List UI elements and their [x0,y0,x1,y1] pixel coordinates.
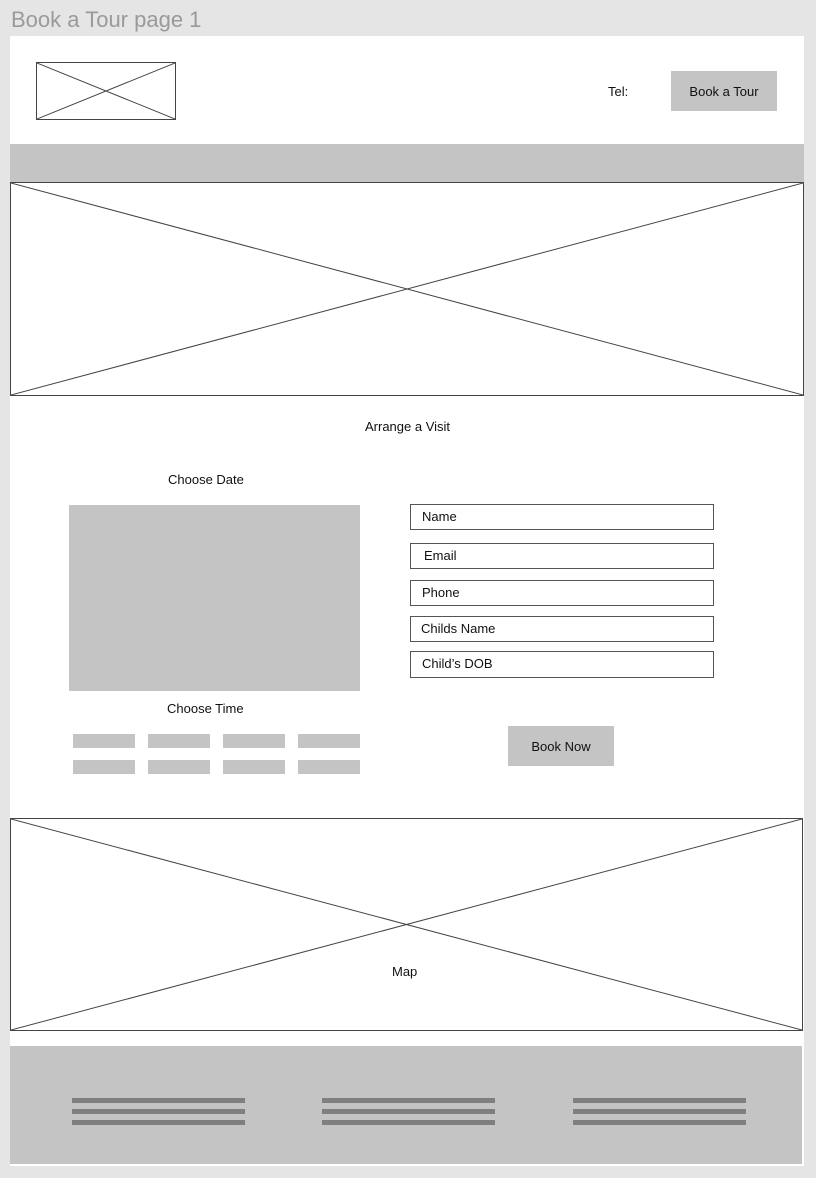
time-slot[interactable] [298,760,360,774]
page-canvas [10,36,804,1166]
arrange-visit-title: Arrange a Visit [365,419,451,434]
email-field[interactable]: Email [410,543,714,569]
time-slot[interactable] [73,760,135,774]
time-slot[interactable] [148,734,210,748]
frame-title: Book a Tour page 1 [11,7,202,32]
footer-text-line [322,1120,495,1125]
tel-label: Tel: [608,84,629,99]
name-field[interactable]: Name [410,504,714,530]
nav-bar [10,144,804,182]
image-placeholder-icon [11,183,803,395]
time-slot[interactable] [223,760,285,774]
time-slot[interactable] [298,734,360,748]
image-placeholder-icon [11,819,802,1030]
footer-text-line [72,1098,245,1103]
choose-date-label: Choose Date [168,472,244,487]
childs-dob-field[interactable]: Child’s DOB [410,651,714,678]
book-tour-button[interactable]: Book a Tour [671,71,777,111]
date-picker-calendar[interactable] [69,505,360,691]
book-now-button[interactable]: Book Now [508,726,614,766]
time-slot[interactable] [148,760,210,774]
footer-text-line [573,1120,746,1125]
footer-text-line [72,1120,245,1125]
footer-text-line [573,1098,746,1103]
footer-text-line [322,1109,495,1114]
hero-image-placeholder [10,182,804,396]
choose-time-label: Choose Time [167,701,244,716]
footer-text-line [573,1109,746,1114]
time-slot[interactable] [73,734,135,748]
time-slot[interactable] [223,734,285,748]
map-label: Map [392,964,418,979]
logo-image-placeholder[interactable] [36,62,176,120]
footer [10,1046,802,1164]
phone-field[interactable]: Phone [410,580,714,606]
childs-name-field[interactable]: Childs Name [410,616,714,642]
image-placeholder-icon [37,63,175,119]
footer-text-line [322,1098,495,1103]
map-placeholder[interactable] [10,818,803,1031]
footer-text-line [72,1109,245,1114]
